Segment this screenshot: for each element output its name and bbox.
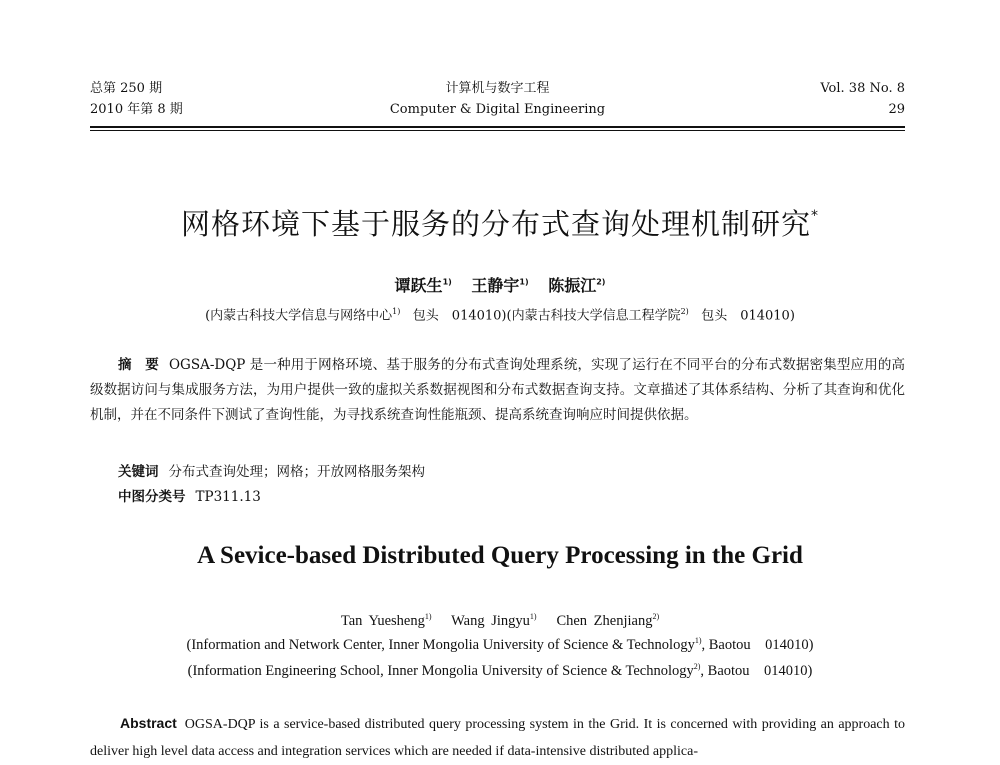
header-rule-thick [90, 126, 905, 128]
abstract-label-en: Abstract [120, 715, 177, 731]
header-rule-thin [90, 130, 905, 131]
abstract-english [90, 710, 905, 765]
journal-name-en: Computer & Digital Engineering [389, 102, 606, 117]
journal-name [90, 78, 905, 120]
abstract-label-cn: 摘 要 [118, 357, 159, 373]
total-issue: 总第 250 期 [90, 81, 163, 96]
classification-label: 中图分类号 [118, 489, 186, 505]
title-english: A Sevice-based Distributed Query Processing in the Grid [197, 542, 803, 569]
abstract-text-cn: OGSA-DQP 是一种用于网格环境、基于服务的分布式查询处理系统，实现了运行在不同平台的分布式数据密集型应用的高级数据访问与集成服务方法，为用户提供一致的虚拟关系数据视图和分布式数据查询支持。文章描述了其体系结构、分析了其查询和优化机制，并在不同条件下测试了查询性能，为寻找系统查询性能瓶颈、提高系统查询响应时间提供依据。 [90, 357, 905, 423]
affiliations-chinese: (内蒙古科技大学信息与网络中心$^{1)}$ 包头 014010)(内蒙古科技大学信息工程学院$^{2)}$ 包头 014010) [205, 307, 795, 324]
journal-name-cn: 计算机与数字工程 [445, 81, 550, 96]
author-name-en: Tan Yuesheng$^{1)}$ [340, 612, 432, 629]
keywords-text: 分布式查询处理；网格；开放网格服务架构 [168, 464, 425, 480]
page-header [90, 78, 905, 122]
author-name: 陈振江$^{2)}$ [548, 276, 606, 296]
author-name: 王静宇$^{1)}$ [471, 276, 529, 296]
author-name-en: Wang Jingyu$^{1)}$ [451, 612, 537, 629]
affiliation-english-2: (Information Engineering School, Inner Mongolia University of Science & Technology$^{2)}$, Baotou 014010) [187, 662, 813, 679]
page-number: 29 [888, 102, 905, 117]
title-footnote-mark: * [811, 208, 819, 224]
volume-info [820, 78, 905, 120]
keywords-label: 关键词 [118, 464, 159, 480]
title-chinese-text: 网格环境下基于服务的分布式查询处理机制研究 [180, 207, 811, 241]
keywords-chinese [118, 461, 425, 483]
volume-number: Vol. 38 No. 8 [820, 81, 905, 96]
year-issue: 2010 年第 8 期 [90, 102, 183, 117]
classification-chinese [118, 486, 261, 508]
author-name-en: Chen Zhenjiang$^{2)}$ [556, 612, 660, 629]
author-name: 谭跃生$^{1)}$ [394, 276, 452, 296]
abstract-text-en: OGSA-DQP is a service-based distributed query processing system in the Grid. It is concerned with providing an approach to deliver high level data access and integration services which are needed if data-intensive distributed applica- [90, 717, 905, 759]
authors-english [0, 606, 1000, 632]
title-chinese [0, 196, 1000, 244]
authors-chinese [0, 272, 1000, 297]
affiliation-english-1: (Information and Network Center, Inner Mongolia University of Science & Technology$^{1)}$, Baotou 014010) [186, 636, 814, 653]
abstract-chinese [90, 353, 905, 428]
classification-code: TP311.13 [195, 489, 261, 505]
